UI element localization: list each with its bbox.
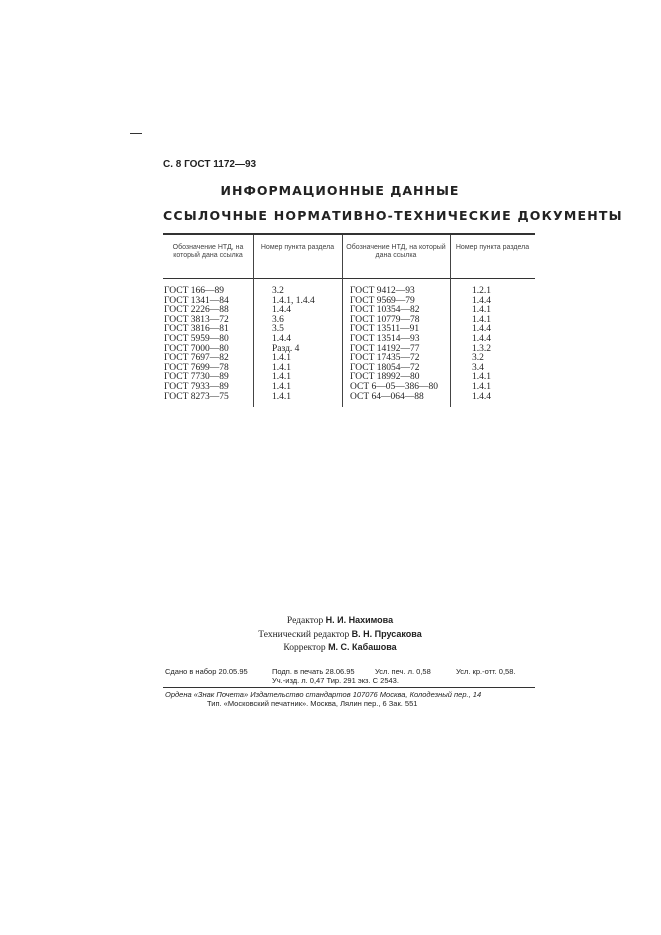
column-divider <box>253 235 254 407</box>
left-doc-column <box>164 287 229 402</box>
table-cell-doc: ГОСТ 8273—75 <box>164 391 229 402</box>
print-prints: Усл. кр.-отт. 0,58. <box>456 667 516 676</box>
table-cell-doc: ГОСТ 9412—93 <box>350 286 415 296</box>
table-cell-doc: ГОСТ 5959—80 <box>164 333 229 344</box>
editor-line: Редактор Н. И. Нахимова <box>286 615 394 626</box>
header-item-left: Номер пункта раздела <box>260 244 335 251</box>
table-cell-doc: ОСТ 6—05—386—80 <box>350 381 438 392</box>
header-item-right: Номер пункта раздела <box>455 244 530 251</box>
column-divider <box>342 235 343 407</box>
table-cell-item: 1.4.1 <box>272 381 291 392</box>
printer-line: Тип. «Московский печатник». Москва, Лялин пер., 6 Зак. 551 <box>207 699 418 708</box>
table-cell-item: 1.4.4 <box>472 391 491 402</box>
table-cell-item: 1.4.4 <box>472 295 491 306</box>
table-cell-doc: ГОСТ 9569—79 <box>350 295 415 306</box>
table-cell-item: 1.3.2 <box>472 343 491 354</box>
header-doc-right: Обозначение НТД, на который дана ссылка <box>346 244 446 259</box>
table-cell-item: 1.4.1 <box>272 372 291 383</box>
table-cell-doc: ГОСТ 18054—72 <box>350 362 420 373</box>
table-cell-doc: ГОСТ 2226—88 <box>164 305 229 316</box>
table-cell-item: 1.4.1 <box>272 362 291 373</box>
table-cell-item: 1.4.1 <box>472 381 491 392</box>
table-cell-doc: ГОСТ 13514—93 <box>350 333 420 344</box>
table-cell-doc: ГОСТ 13511—91 <box>350 324 420 335</box>
left-item-column <box>272 287 315 402</box>
table-cell-item: Разд. 4 <box>272 343 300 354</box>
publisher-line: Ордена «Знак Почета» Издательство стандартов 107076 Москва, Колодезный пер., 14 <box>165 690 482 699</box>
table-cell-item: 1.4.4 <box>272 333 291 344</box>
table-cell-doc: ГОСТ 7697—82 <box>164 353 229 364</box>
table-cell-doc: ГОСТ 3816—81 <box>164 324 229 335</box>
table-header-rule <box>163 278 535 279</box>
table-cell-doc: ГОСТ 7730—89 <box>164 372 229 383</box>
table-cell-doc: ГОСТ 10779—78 <box>350 314 420 325</box>
table-cell-doc: ГОСТ 166—89 <box>164 286 224 296</box>
table-cell-doc: ГОСТ 7933—89 <box>164 381 229 392</box>
table-cell-item: 1.4.1 <box>472 305 491 316</box>
table-cell-doc: ГОСТ 7699—78 <box>164 362 229 373</box>
print-signed: Подп. в печать 28.06.95 <box>272 667 355 676</box>
table-cell-item: 3.4 <box>472 362 484 373</box>
column-divider <box>450 235 451 407</box>
editors-block <box>0 614 661 655</box>
table-cell-doc: ГОСТ 1341—84 <box>164 295 229 306</box>
table-cell-item: 1.4.1 <box>272 353 291 364</box>
table-cell-doc: ОСТ 64—064—88 <box>350 391 424 402</box>
table-top-rule <box>163 233 535 235</box>
table-cell-doc: ГОСТ 7000—80 <box>164 343 229 354</box>
print-rule <box>163 687 535 688</box>
margin-mark <box>130 133 142 134</box>
table-cell-item: 1.2.1 <box>472 286 491 296</box>
table-cell-item: 1.4.1 <box>272 391 291 402</box>
table-cell-doc: ГОСТ 17435—72 <box>350 353 420 364</box>
print-sheets: Усл. печ. л. 0,58 <box>375 667 431 676</box>
table-cell-item: 3.6 <box>272 314 284 325</box>
print-edition: Уч.-изд. л. 0,47 Тир. 291 экз. С 2543. <box>272 676 399 685</box>
table-cell-doc: ГОСТ 18992—80 <box>350 372 420 383</box>
print-submitted: Сдано в набор 20.05.95 <box>165 667 248 676</box>
table-cell-item: 1.4.1 <box>472 372 491 383</box>
table-cell-doc: ГОСТ 10354—82 <box>350 305 420 316</box>
right-item-column <box>472 287 491 402</box>
editor-line: Технический редактор В. Н. Прусакова <box>258 628 422 640</box>
table-cell-item: 1.4.4 <box>272 305 291 316</box>
right-doc-column <box>350 287 438 402</box>
table-cell-item: 1.4.4 <box>472 324 491 335</box>
editor-line: Корректор М. С. Кабашова <box>283 642 397 653</box>
table-cell-doc: ГОСТ 3813—72 <box>164 314 229 325</box>
table-cell-item: 1.4.4 <box>472 333 491 344</box>
table-cell-item: 1.4.1 <box>472 314 491 325</box>
table-cell-item: 1.4.1, 1.4.4 <box>272 295 315 306</box>
table-cell-item: 3.2 <box>472 353 484 364</box>
table-cell-item: 3.2 <box>272 286 284 296</box>
table-cell-doc: ГОСТ 14192—77 <box>350 343 420 354</box>
table-cell-item: 3.5 <box>272 324 284 335</box>
subtitle: ССЫЛОЧНЫЕ НОРМАТИВНО-ТЕХНИЧЕСКИЕ ДОКУМЕНТЫ <box>163 208 623 223</box>
title: ИНФОРМАЦИОННЫЕ ДАННЫЕ <box>220 183 460 198</box>
page-header: С. 8 ГОСТ 1172—93 <box>163 159 257 170</box>
header-doc-left: Обозначение НТД, на который дана ссылка <box>172 244 244 259</box>
